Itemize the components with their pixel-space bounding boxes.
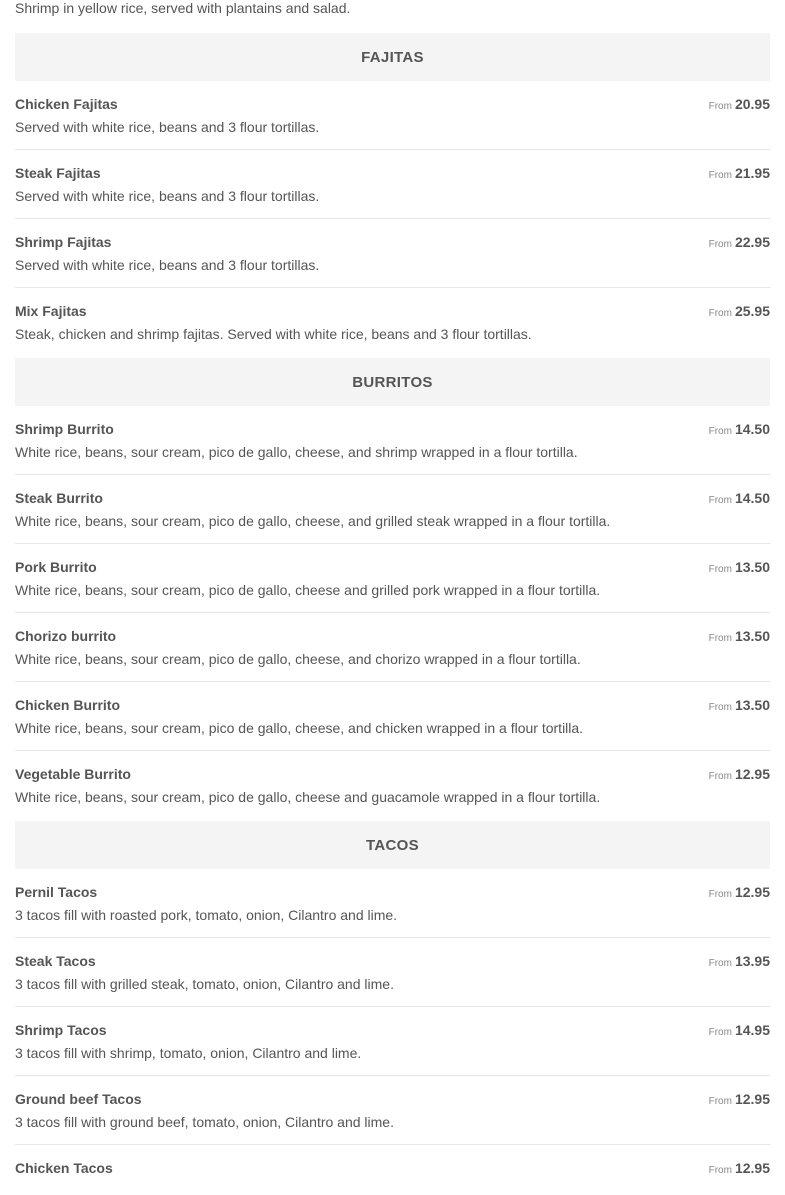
menu-item-header: [15, 766, 770, 786]
menu-item-name: Vegetable Burrito: [15, 766, 131, 782]
price-value: 12.95: [734, 1091, 770, 1107]
menu-item-header: [15, 96, 770, 116]
menu-item-price: [709, 766, 770, 784]
menu-item[interactable]: [15, 96, 770, 150]
price-from-label: From: [708, 308, 732, 319]
price-from-label: From: [708, 426, 732, 437]
menu-item-price: [709, 1160, 770, 1178]
menu-item-header: [15, 1022, 770, 1042]
price-value: 12.95: [734, 1160, 770, 1176]
menu-list: [15, 0, 770, 1195]
menu-item-name: Chicken Fajitas: [15, 96, 118, 112]
price-from-label: From: [708, 633, 732, 644]
menu-item-price: [709, 234, 770, 252]
menu-item-header: [15, 234, 770, 254]
menu-item[interactable]: [15, 303, 770, 343]
menu-item-name: Shrimp Tacos: [15, 1022, 107, 1038]
menu-item-description: 3 tacos fill with roasted pork, tomato, onion, Cilantro and lime.: [15, 907, 398, 923]
menu-item-price: [709, 96, 770, 114]
menu-item-price: [709, 1022, 770, 1040]
menu-item-header: [15, 421, 770, 441]
menu-item-header: [15, 490, 770, 510]
menu-item-header: [15, 559, 770, 579]
menu-item-description: White rice, beans, sour cream, pico de gallo, cheese and grilled pork wrapped in a flour tortilla.: [15, 582, 601, 598]
menu-item-description: White rice, beans, sour cream, pico de gallo, cheese, and chorizo wrapped in a flour tortilla.: [15, 651, 581, 667]
price-from-label: From: [708, 1165, 732, 1176]
item-description: Shrimp in yellow rice, served with plantains and salad.: [15, 0, 351, 16]
price-value: 13.50: [734, 628, 770, 644]
menu-item-price: [709, 697, 770, 715]
price-from-label: From: [708, 889, 732, 900]
price-from-label: From: [708, 564, 732, 575]
menu-item[interactable]: [15, 421, 770, 475]
menu-item-description: White rice, beans, sour cream, pico de gallo, cheese, and grilled steak wrapped in a flour tortilla.: [15, 513, 611, 529]
price-from-label: From: [708, 958, 732, 969]
menu-item-name: Chicken Burrito: [15, 697, 121, 713]
menu-item[interactable]: [15, 490, 770, 544]
section-items: [15, 869, 770, 1180]
price-value: 12.95: [734, 766, 770, 782]
menu-item-description: Steak, chicken and shrimp fajitas. Served with white rice, beans and 3 flour tortillas.: [15, 326, 532, 342]
menu-item-price: [709, 953, 770, 971]
price-value: 14.95: [734, 1022, 770, 1038]
menu-item-price: [709, 165, 770, 183]
menu-item[interactable]: [15, 559, 770, 613]
menu-item-header: [15, 1091, 770, 1111]
price-value: 13.95: [734, 953, 770, 969]
menu-item-name: Steak Tacos: [15, 953, 96, 969]
menu-item-name: Shrimp Burrito: [15, 421, 114, 437]
menu-item[interactable]: [15, 884, 770, 938]
price-from-label: From: [708, 702, 732, 713]
menu-item-header: [15, 697, 770, 717]
price-value: 14.50: [734, 421, 770, 437]
menu-item-header: [15, 1160, 770, 1180]
menu-item-name: Shrimp Fajitas: [15, 234, 112, 250]
menu-item-price: [709, 559, 770, 577]
price-from-label: From: [708, 239, 732, 250]
menu-item-price: [709, 303, 770, 321]
menu-item-name: Ground beef Tacos: [15, 1091, 142, 1107]
menu-item-description: Served with white rice, beans and 3 flour tortillas.: [15, 257, 320, 273]
menu-item-description: 3 tacos fill with ground beef, tomato, onion, Cilantro and lime.: [15, 1114, 394, 1130]
menu-item-description: White rice, beans, sour cream, pico de gallo, cheese, and chicken wrapped in a flour tortilla.: [15, 720, 584, 736]
menu-item-price: [709, 1091, 770, 1109]
price-from-label: From: [708, 1096, 732, 1107]
section-header: BURRITOS: [15, 358, 770, 406]
menu-item-description: 3 tacos fill with grilled steak, tomato, onion, Cilantro and lime.: [15, 976, 394, 992]
menu-item-header: [15, 628, 770, 648]
menu-item-header: [15, 165, 770, 185]
price-from-label: From: [708, 1027, 732, 1038]
menu-item-name: Chorizo burrito: [15, 628, 117, 644]
menu-item-name: Pork Burrito: [15, 559, 97, 575]
price-value: 14.50: [734, 490, 770, 506]
menu-item[interactable]: [15, 234, 770, 288]
menu-sections: [15, 33, 770, 1180]
menu-item-price: [709, 884, 770, 902]
menu-item-description: White rice, beans, sour cream, pico de gallo, cheese and guacamole wrapped in a flour tortilla.: [15, 789, 601, 805]
price-value: 12.95: [734, 884, 770, 900]
price-from-label: From: [708, 771, 732, 782]
price-value: 13.50: [734, 559, 770, 575]
price-value: 25.95: [734, 303, 770, 319]
menu-item-price: [709, 628, 770, 646]
menu-item-price: [709, 490, 770, 508]
menu-item-name: Mix Fajitas: [15, 303, 87, 319]
menu-item-header: [15, 953, 770, 973]
menu-item[interactable]: [15, 1091, 770, 1145]
menu-item[interactable]: [15, 628, 770, 682]
menu-item[interactable]: [15, 697, 770, 751]
menu-item-name: Steak Burrito: [15, 490, 103, 506]
menu-item-description: Served with white rice, beans and 3 flour tortillas.: [15, 188, 320, 204]
section-header: FAJITAS: [15, 33, 770, 81]
price-from-label: From: [708, 170, 732, 181]
price-value: 20.95: [734, 96, 770, 112]
price-value: 21.95: [734, 165, 770, 181]
menu-item-description: Served with white rice, beans and 3 flour tortillas.: [15, 119, 320, 135]
menu-item[interactable]: [15, 1160, 770, 1180]
section-items: [15, 81, 770, 343]
section-header: TACOS: [15, 821, 770, 869]
price-from-label: From: [708, 101, 732, 112]
menu-item-header: [15, 303, 770, 323]
menu-item-description: 3 tacos fill with shrimp, tomato, onion, Cilantro and lime.: [15, 1045, 362, 1061]
section-items: [15, 406, 770, 806]
menu-item-name: Chicken Tacos: [15, 1160, 113, 1176]
menu-item-description: White rice, beans, sour cream, pico de gallo, cheese, and shrimp wrapped in a flour tortilla.: [15, 444, 578, 460]
menu-item-header: [15, 884, 770, 904]
price-value: 13.50: [734, 697, 770, 713]
menu-item-price: [709, 421, 770, 439]
price-value: 22.95: [734, 234, 770, 250]
menu-item-name: Steak Fajitas: [15, 165, 101, 181]
menu-item[interactable]: [15, 1022, 770, 1076]
menu-item[interactable]: [15, 165, 770, 219]
menu-item-name: Pernil Tacos: [15, 884, 98, 900]
price-from-label: From: [708, 495, 732, 506]
menu-item[interactable]: [15, 766, 770, 806]
menu-item[interactable]: [15, 953, 770, 1007]
